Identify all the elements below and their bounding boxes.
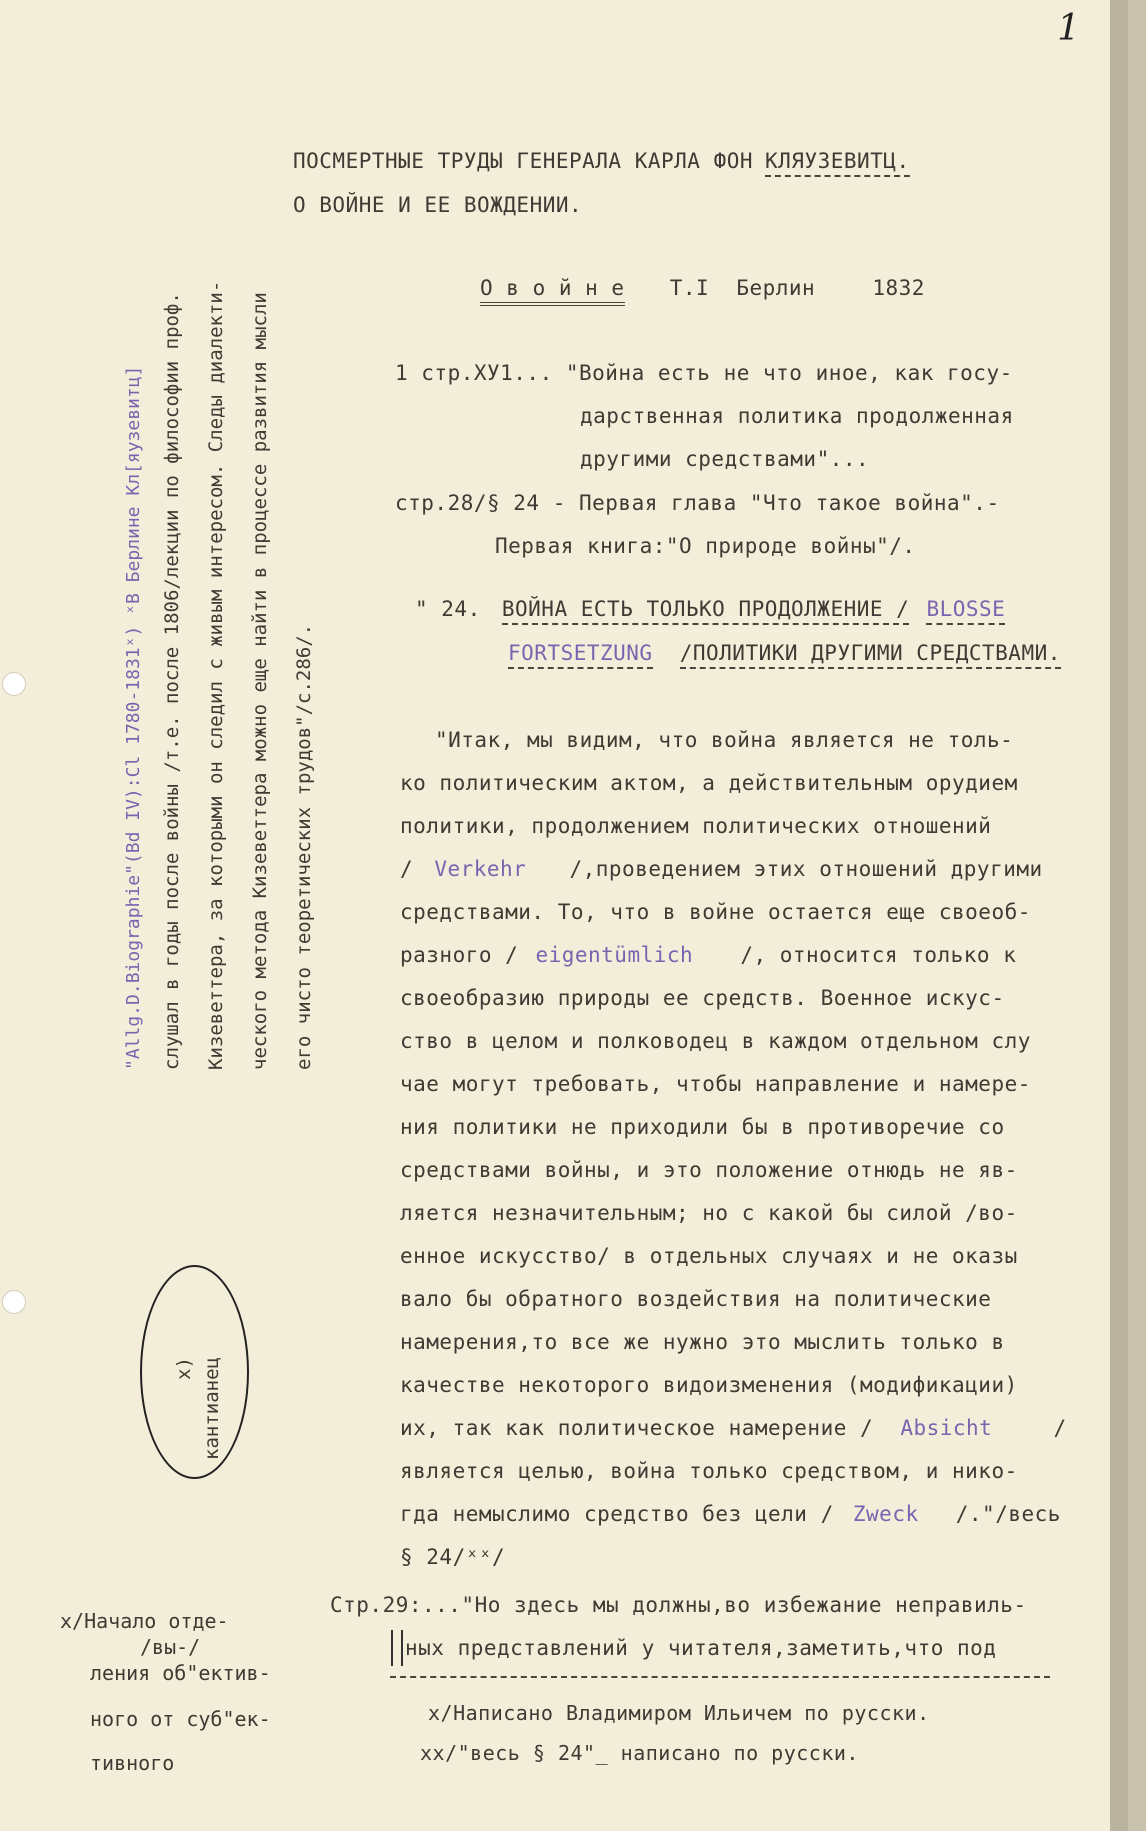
body-line: вало бы обратного воздействия на политические [400,1287,992,1311]
left-note-line: тивного [90,1751,175,1775]
german-term: Verkehr [434,857,527,881]
body-line: политики, продолжением политических отношений [400,814,992,838]
body-text: / [400,857,414,881]
margin-vertical-1: "Allg.D.Biographie"(Bd IV):Cl 1780-1831ˣ) ˣВ Берлине Кл[яузевитц] [123,365,144,1070]
body-text: /,проведением этих отношений другими [569,857,1043,881]
body-line [400,856,1043,882]
margin-vertical-3: Кизеветтера, за которыми он следил с живым интересом. Следы диалекти- [205,280,227,1070]
volume-year: 1832 [872,276,925,300]
body-line: ляется незначительным; но с какой бы силой /во- [400,1201,1018,1225]
punch-hole [2,1290,26,1314]
left-note-line: ного от суб"ек- [90,1707,271,1731]
body-text: их, так как политическое намерение / [400,1416,874,1440]
heading-line-1 [293,148,910,174]
body-text: разного / [400,943,519,967]
quote1-line4: стр.28/§ 24 - Первая глава "Что такое война".- [395,491,1000,515]
volume-line [480,275,925,301]
body-line: средствами. То, что в войне остается еще своеоб- [400,900,1031,924]
section24-line1 [415,596,1005,622]
body-line [400,1501,1061,1527]
body-line [400,942,1016,968]
margin-vertical-4: ческого метода Кизеветтера можно еще найти в процессе развития мысли [249,292,271,1070]
margin-vertical-2: слушал в годы после войны /т.е. после 1806/лекции по философии проф. [161,292,183,1070]
section24-german-2: FORTSETZUNG [508,641,653,669]
german-term: Zweck [852,1502,919,1526]
left-note-line: х/Начало отде- [60,1609,229,1633]
german-term: eigentümlich [535,943,694,967]
section24-title-end: /ПОЛИТИКИ ДРУГИМИ СРЕДСТВАМИ. [680,641,1061,669]
left-note-line: ления об"ектив- [90,1661,271,1685]
page-edge [1110,0,1128,1831]
body-line: § 24/ˣˣ/ [400,1545,506,1569]
heading-name: КЛЯУЗЕВИТЦ. [765,149,910,177]
margin-bracket [391,1630,403,1666]
body-line: намерения,то все же нужно это мыслить только в [400,1330,1005,1354]
section24-line2 [508,640,1061,666]
section24-prefix: " 24. [415,597,481,621]
volume-title: О в о й н е [480,276,625,306]
body-text: /."/весь [955,1502,1061,1526]
heading-line-2: О ВОЙНЕ И ЕЕ ВОЖДЕНИИ. [293,193,583,217]
quote1-line2: дарственная политика продолженная [580,404,1014,428]
volume-city: Берлин [736,276,816,300]
section24-title: ВОЙНА ЕСТЬ ТОЛЬКО ПРОДОЛЖЕНИЕ / [502,597,909,625]
body-line: ко политическим актом, а действительным орудием [400,771,1018,795]
footnote-2: хх/"весь § 24"_ написано по русски. [420,1741,859,1765]
separator [390,1676,1050,1678]
body-line: является целью, война только средством, и нико- [400,1459,1018,1483]
quote1-line1: 1 стр.ХУ1... "Война есть не что иное, как госу- [395,361,1013,385]
body-line: енное искусство/ в отдельных случаях и не оказы [400,1244,1018,1268]
oval-note-line1: х) [173,1357,195,1380]
page29-line2: ных представлений у читателя,заметить,что под [405,1636,997,1660]
german-term: Absicht [900,1416,993,1440]
body-line: чае могут требовать, чтобы направление и намере- [400,1072,1031,1096]
body-line: средствами войны, и это положение отнюдь не яв- [400,1158,1018,1182]
volume-tome: Т.I [669,276,710,300]
section24-german-1: BLOSSE [926,597,1005,625]
left-note-line: /вы-/ [140,1635,201,1659]
body-line: ство в целом и полководец в каждом отдельном слу [400,1029,1031,1053]
body-line [400,1415,1067,1441]
oval-note-line2: кантианец [201,1357,223,1460]
page29-line1: Стр.29:..."Но здесь мы должны,во избежание неправиль- [330,1593,1027,1617]
body-line: качестве некоторого видоизменения (модификации) [400,1373,1018,1397]
body-text: гда немыслимо средство без цели / [400,1502,834,1526]
page-number: 1 [1057,8,1080,49]
margin-vertical-5: его чисто теоретических трудов"/с.286/. [293,623,315,1070]
body-text: /, относится только к [740,943,1017,967]
heading-prefix: ПОСМЕРТНЫЕ ТРУДЫ ГЕНЕРАЛА КАРЛА ФОН [293,149,754,173]
quote1-line3: другими средствами"... [580,447,870,471]
body-line: "Итак, мы видим, что война является не толь- [435,728,1014,752]
body-line: ния политики не приходили бы в противоречие со [400,1115,1005,1139]
quote1-line5: Первая книга:"О природе войны"/. [495,534,916,558]
punch-hole [2,672,26,696]
footnote-1: х/Написано Владимиром Ильичем по русски. [428,1701,930,1725]
body-line: своеобразию природы ее средств. Военное искус- [400,986,1005,1010]
body-text: / [1053,1416,1067,1440]
